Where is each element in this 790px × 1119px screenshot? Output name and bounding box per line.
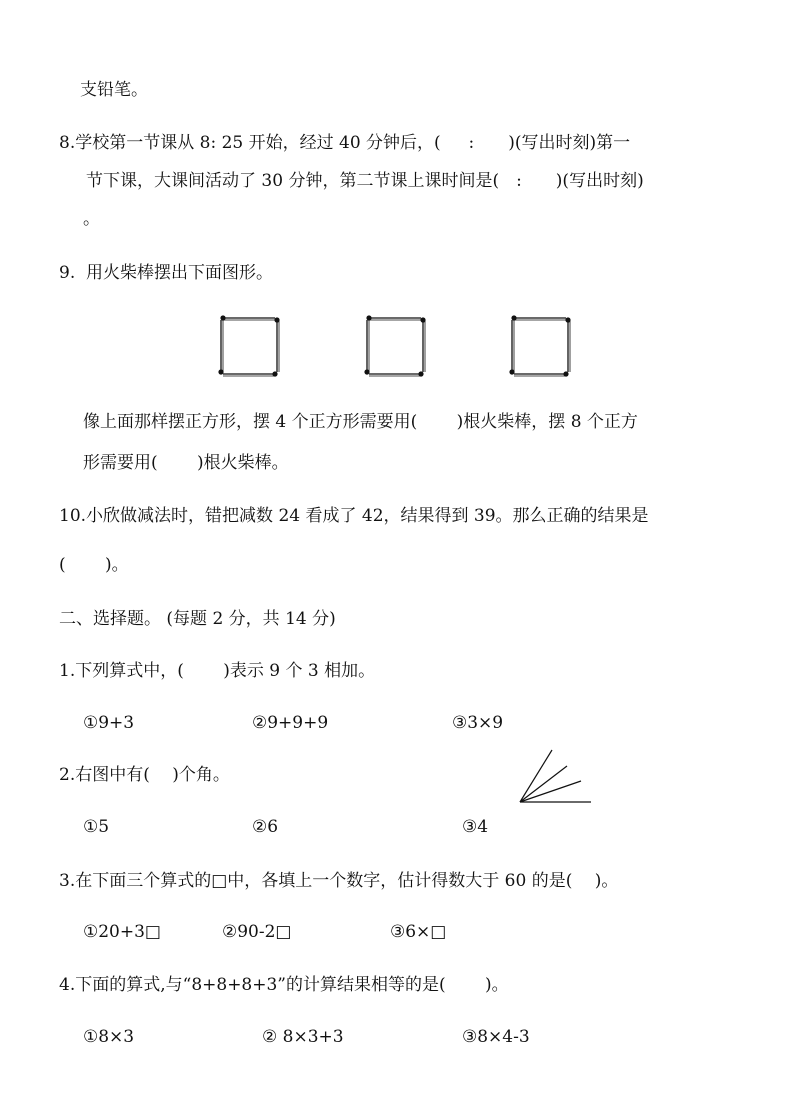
matchstick-head: [563, 371, 568, 376]
matchstick-head: [220, 315, 225, 320]
question-10-line-1: 10.小欣做减法时，错把减数 24 看成了 42，结果得到 39。那么正确的结果是: [59, 506, 649, 526]
matchstick-head: [511, 315, 516, 320]
choice-question-4: 4.下面的算式,与“8+8+8+3”的计算结果相等的是( )。: [59, 975, 509, 995]
option-2-3: ③4: [462, 817, 489, 837]
matchstick-square: [509, 315, 570, 376]
question-8-line-1: 8.学校第一节课从 8: 25 开始，经过 40 分钟后，( : )(写出时刻)第一: [59, 133, 631, 153]
option-3-1: ①20+3□: [83, 922, 161, 942]
option-1-2: ②9+9+9: [252, 713, 329, 733]
option-1-3: ③3×9: [452, 713, 504, 733]
option-2-1: ①5: [83, 817, 110, 837]
matchstick-square: [218, 315, 279, 376]
choice-question-1: 1.下列算式中，( )表示 9 个 3 相加。: [59, 661, 376, 681]
matchstick-head: [272, 371, 277, 376]
option-1-1: ①9+3: [83, 713, 135, 733]
option-3-3: ③6×□: [390, 922, 447, 942]
matchstick-head: [418, 371, 423, 376]
angle-figure: [515, 745, 595, 807]
question-9-line-3: 形需要用( )根火柴棒。: [83, 453, 289, 473]
section-2-heading: 二、选择题。 (每题 2 分，共 14 分): [59, 609, 336, 629]
option-4-3: ③8×4-3: [462, 1027, 530, 1047]
question-8-line-3: 。: [83, 209, 100, 229]
question-9-line-2: 像上面那样摆正方形，摆 4 个正方形需要用( )根火柴棒，摆 8 个正方: [83, 412, 638, 432]
choice-question-3: 3.在下面三个算式的□中，各填上一个数字，估计得数大于 60 的是( )。: [59, 871, 619, 891]
matchstick-head: [274, 317, 279, 322]
option-3-2: ②90-2□: [222, 922, 292, 942]
matchstick-square: [364, 315, 425, 376]
matchstick-head: [565, 317, 570, 322]
matchstick-head: [366, 315, 371, 320]
choice-question-2: 2.右图中有( )个角。: [59, 765, 230, 785]
question-10-line-2: ( )。: [59, 555, 129, 575]
matchstick-head: [218, 369, 223, 374]
matchstick-head: [364, 369, 369, 374]
matchstick-head: [420, 317, 425, 322]
option-4-1: ①8×3: [83, 1027, 135, 1047]
option-4-2: ② 8×3+3: [262, 1027, 344, 1047]
question-9-line-1: 9. 用火柴棒摆出下面图形。: [59, 263, 274, 283]
matchstick-head: [509, 369, 514, 374]
continued-line: 支铅笔。: [80, 80, 148, 100]
option-2-2: ②6: [252, 817, 279, 837]
question-8-line-2: 节下课，大课间活动了 30 分钟，第二节课上课时间是( : )(写出时刻): [86, 171, 644, 191]
